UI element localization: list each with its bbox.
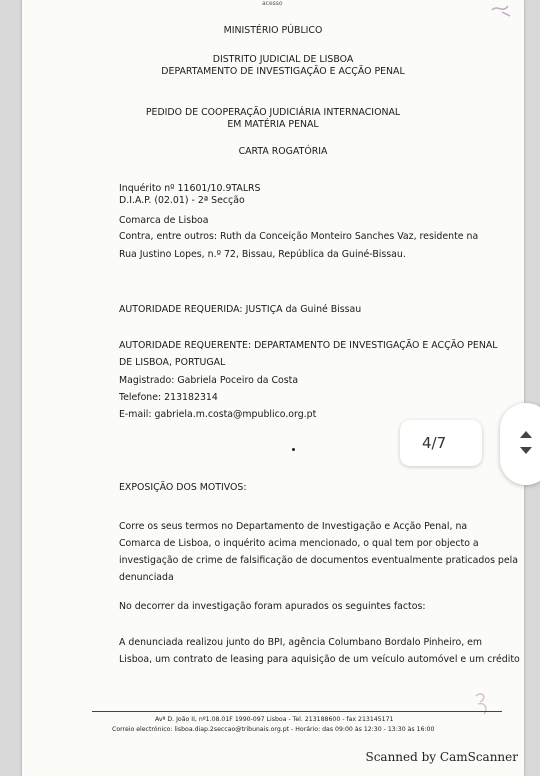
chevron-down-icon[interactable]: [520, 447, 532, 454]
page-indicator-label: 4/7: [422, 434, 447, 452]
footer-rule: [92, 711, 502, 712]
stray-dot: [292, 448, 295, 451]
page-scroll-control[interactable]: [500, 403, 540, 485]
pen-mark-bottom: [470, 688, 496, 718]
comarca: Comarca de Lisboa: [119, 215, 209, 226]
ministry-heading: MINISTÉRIO PÚBLICO: [223, 25, 323, 36]
document-page: [22, 0, 524, 776]
footer-address: Avª D. João II, nº1.08.01F 1990-097 Lisboa - Tel. 213188600 - fax 213145171: [155, 716, 394, 723]
motivos-p1-line4: denunciada: [119, 572, 174, 583]
magistrate: Magistrado: Gabriela Poceiro da Costa: [119, 375, 299, 386]
email: E-mail: gabriela.m.costa@mpublico.org.pt: [119, 409, 317, 420]
diap-section: D.I.A.P. (02.01) - 2ª Secção: [119, 195, 245, 206]
motivos-p1-line3: investigação de crime de falsificação de documentos eventualmente praticados pela: [119, 555, 518, 566]
motivos-p2: No decorrer da investigação foram apurados os seguintes factos:: [119, 601, 426, 612]
motivos-p1-line2: Comarca de Lisboa, o inquérito acima mencionado, o qual tem por objecto a: [119, 538, 479, 549]
department-heading: DEPARTAMENTO DE INVESTIGAÇÃO E ACÇÃO PENAL: [161, 66, 405, 77]
authority-requesting-line2: DE LISBOA, PORTUGAL: [119, 357, 226, 368]
inquerito-number: Inquérito nº 11601/10.9TALRS: [119, 183, 261, 194]
request-title: PEDIDO DE COOPERAÇÃO JUDICIÁRIA INTERNACIONAL: [145, 107, 401, 118]
motivos-p3-line1: A denunciada realizou junto do BPI, agência Columbano Bordalo Pinheiro, em: [119, 637, 483, 648]
footer-contact: Correio electrónico: lisboa.diap.2seccao@tribunais.org.pt - Horário: das 09:00 às 12:30 - 13:30 às 16:00: [112, 726, 435, 733]
telephone: Telefone: 213182314: [119, 392, 218, 403]
contra-line2: Rua Justino Lopes, n.º 72, Bissau, República da Guiné-Bissau.: [119, 249, 406, 260]
contra-line1: Contra, entre outros: Ruth da Conceição Monteiro Sanches Vaz, residente na: [119, 231, 479, 242]
district-heading: DISTRITO JUDICIAL DE LISBOA: [212, 54, 354, 65]
motivos-p3-line2: Lisboa, um contrato de leasing para aquisição de um veículo automóvel e um crédito: [119, 654, 520, 665]
page-indicator: [400, 420, 482, 466]
chevron-up-icon[interactable]: [520, 431, 532, 438]
authority-requested: AUTORIDADE REQUERIDA: JUSTIÇA da Guiné Bissau: [119, 304, 362, 315]
scanner-watermark: Scanned by CamScanner: [365, 750, 518, 764]
motivos-heading: EXPOSIÇÃO DOS MOTIVOS:: [119, 482, 247, 493]
letter-subtitle: CARTA ROGATÓRIA: [238, 146, 328, 157]
authority-requesting-line1: AUTORIDADE REQUERENTE: DEPARTAMENTO DE INVESTIGAÇÃO E ACÇÃO PENAL: [119, 340, 498, 351]
top-mark: acesso: [262, 0, 283, 7]
request-title-line2: EM MATÉRIA PENAL: [227, 119, 319, 130]
motivos-p1-line1: Corre os seus termos no Departamento de Investigação e Acção Penal, na: [119, 521, 468, 532]
pen-mark-top: [488, 0, 518, 20]
